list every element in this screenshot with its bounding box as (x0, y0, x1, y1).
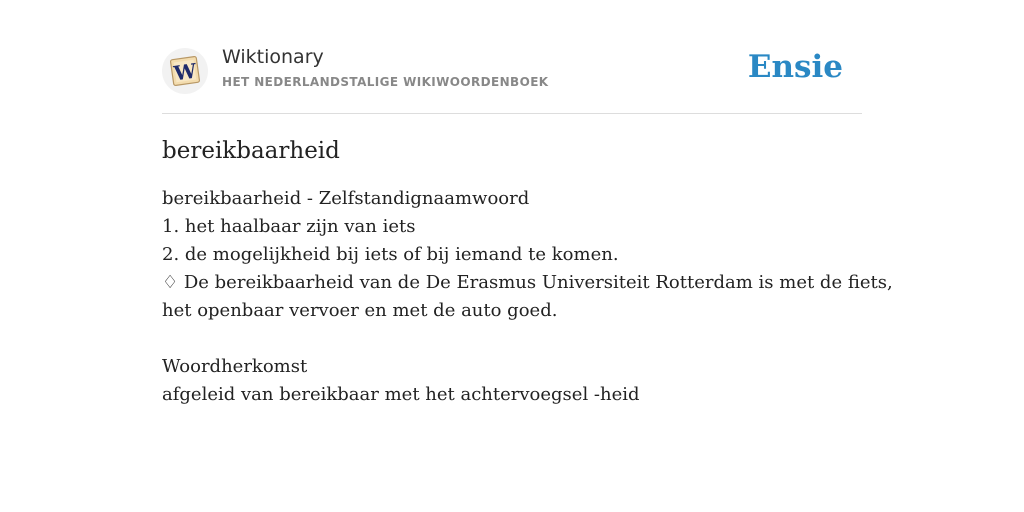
header (162, 44, 862, 114)
ensie-brand-logo[interactable]: Ensie (747, 49, 843, 85)
paragraph-spacer (162, 325, 862, 353)
example-sentence-line-1: ♢ De bereikbaarheid van de De Erasmus Universiteit Rotterdam is met de fiets, (162, 272, 893, 293)
definition-heading: bereikbaarheid - Zelfstandignaamwoord (162, 188, 530, 209)
site-tagline: HET NEDERLANDSTALIGE WIKIWOORDENBOEK (222, 75, 549, 89)
definition-meaning-2: 2. de mogelijkheid bij iets of bij iemand te komen. (162, 244, 619, 265)
page-title: bereikbaarheid (162, 138, 340, 164)
example-sentence-line-2: het openbaar vervoer en met de auto goed. (162, 300, 558, 321)
definition-meaning-1: 1. het haalbaar zijn van iets (162, 216, 416, 237)
svg-text:W: W (172, 58, 198, 86)
entry-card (162, 44, 893, 409)
etymology-text: afgeleid van bereikbaar met het achtervoegsel -heid (162, 384, 640, 405)
definition-text (162, 185, 893, 409)
site-name[interactable]: Wiktionary (222, 46, 324, 68)
etymology-heading: Woordherkomst (162, 356, 308, 377)
wiktionary-logo-icon[interactable] (162, 48, 208, 94)
